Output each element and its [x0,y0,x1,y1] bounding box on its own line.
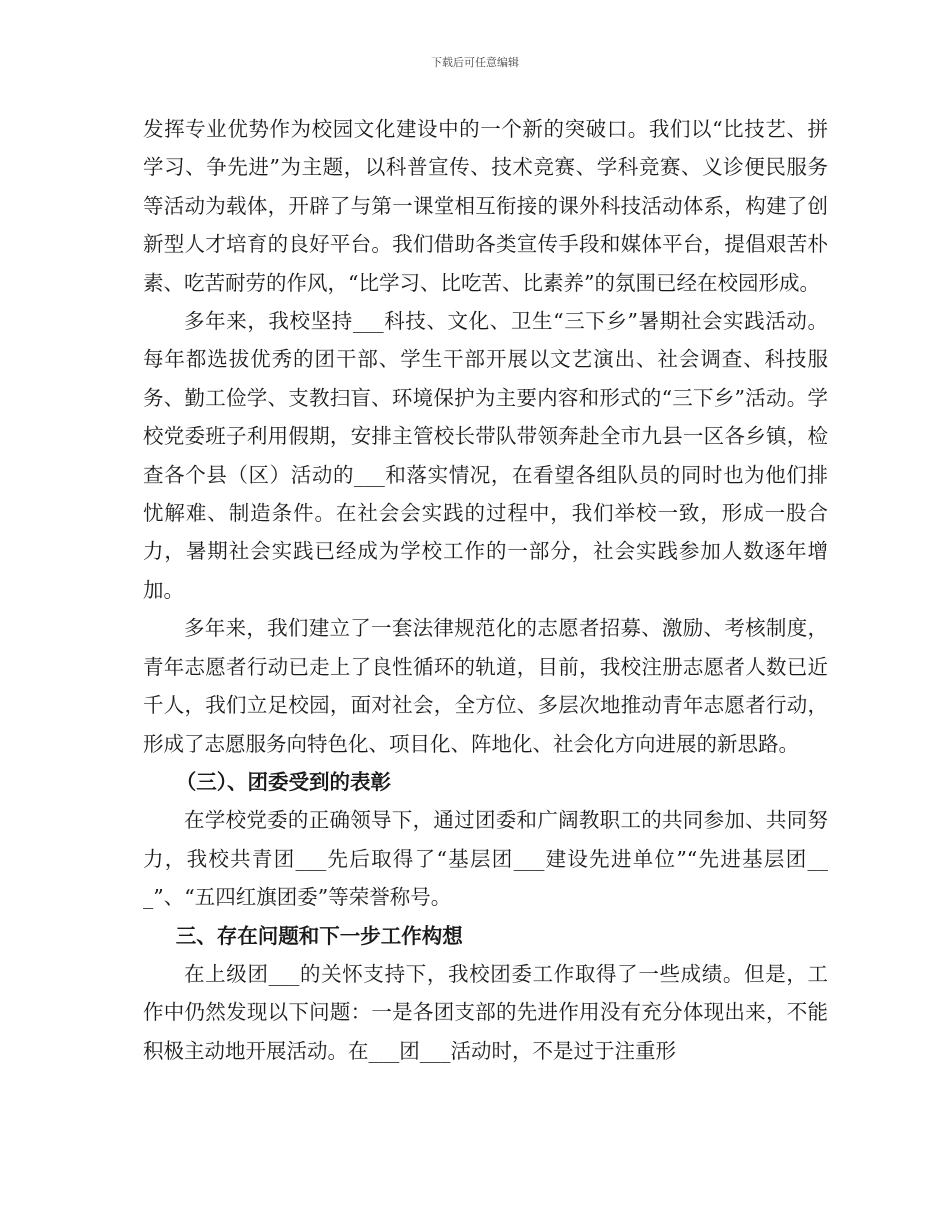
document-body [143,110,828,1070]
paragraph-4: 在学校党委的正确领导下，通过团委和广阔教职工的共同参加、共同努力，我校共青团___先后取得了“基层团___建设先进单位”“先进基层团___”、“五四红旗团委”等荣誉称号。 [143,808,828,910]
paragraph-3: 多年来，我们建立了一套法律规范化的志愿者招募、激励、考核制度，青年志愿者行动已走上了良性循环的轨道，目前，我校注册志愿者人数已近千人，我们立足校园，面对社会，全方位、多层次地推动青年志愿者行动，形成了志愿服务向特色化、项目化、阵地化、社会化方向进展的新思路。 [143,616,828,756]
paragraph-2: 多年来，我校坚持___科技、文化、卫生“三下乡”暑期社会实践活动。每年都选拔优秀的团干部、学生干部开展以文艺演出、社会调查、科技服务、勤工俭学、支教扫盲、环境保护为主要内容和形式的“三下乡”活动。学校党委班子利用假期，安排主管校长带队带领奔赴全市九县一区各乡镇，检查各个县（区）活动的___和落实情况，在看望各组队员的同时也为他们排忧解难、制造条件。在社会会实践的过程中，我们举校一致，形成一股合力，暑期社会实践已经成为学校工作的一部分，社会实践参加人数逐年增加。 [143,309,828,602]
paragraph-5: 在上级团___的关怀支持下，我校团委工作取得了一些成绩。但是，工作中仍然发现以下问题：一是各团支部的先进作用没有充分体现出来，不能积极主动地开展活动。在___团___活动时，不是过于注重形 [143,961,828,1063]
paragraph-1: 发挥专业优势作为校园文化建设中的一个新的突破口。我们以“比技艺、拼学习、争先进”为主题，以科普宣传、技术竞赛、学科竞赛、义诊便民服务等活动为载体，开辟了与第一课堂相互衔接的课外科技活动体系，构建了创新型人才培育的良好平台。我们借助各类宣传手段和媒体平台，提倡艰苦朴素、吃苦耐劳的作风，“比学习、比吃苦、比素养”的氛围已经在校园形成。 [143,117,828,295]
section-heading-problems: 三、存在问题和下一步工作构想 [175,923,463,948]
section-heading-honors: （三）、团委受到的表彰 [175,769,392,794]
page-header: 下载后可任意编辑 [431,56,519,69]
